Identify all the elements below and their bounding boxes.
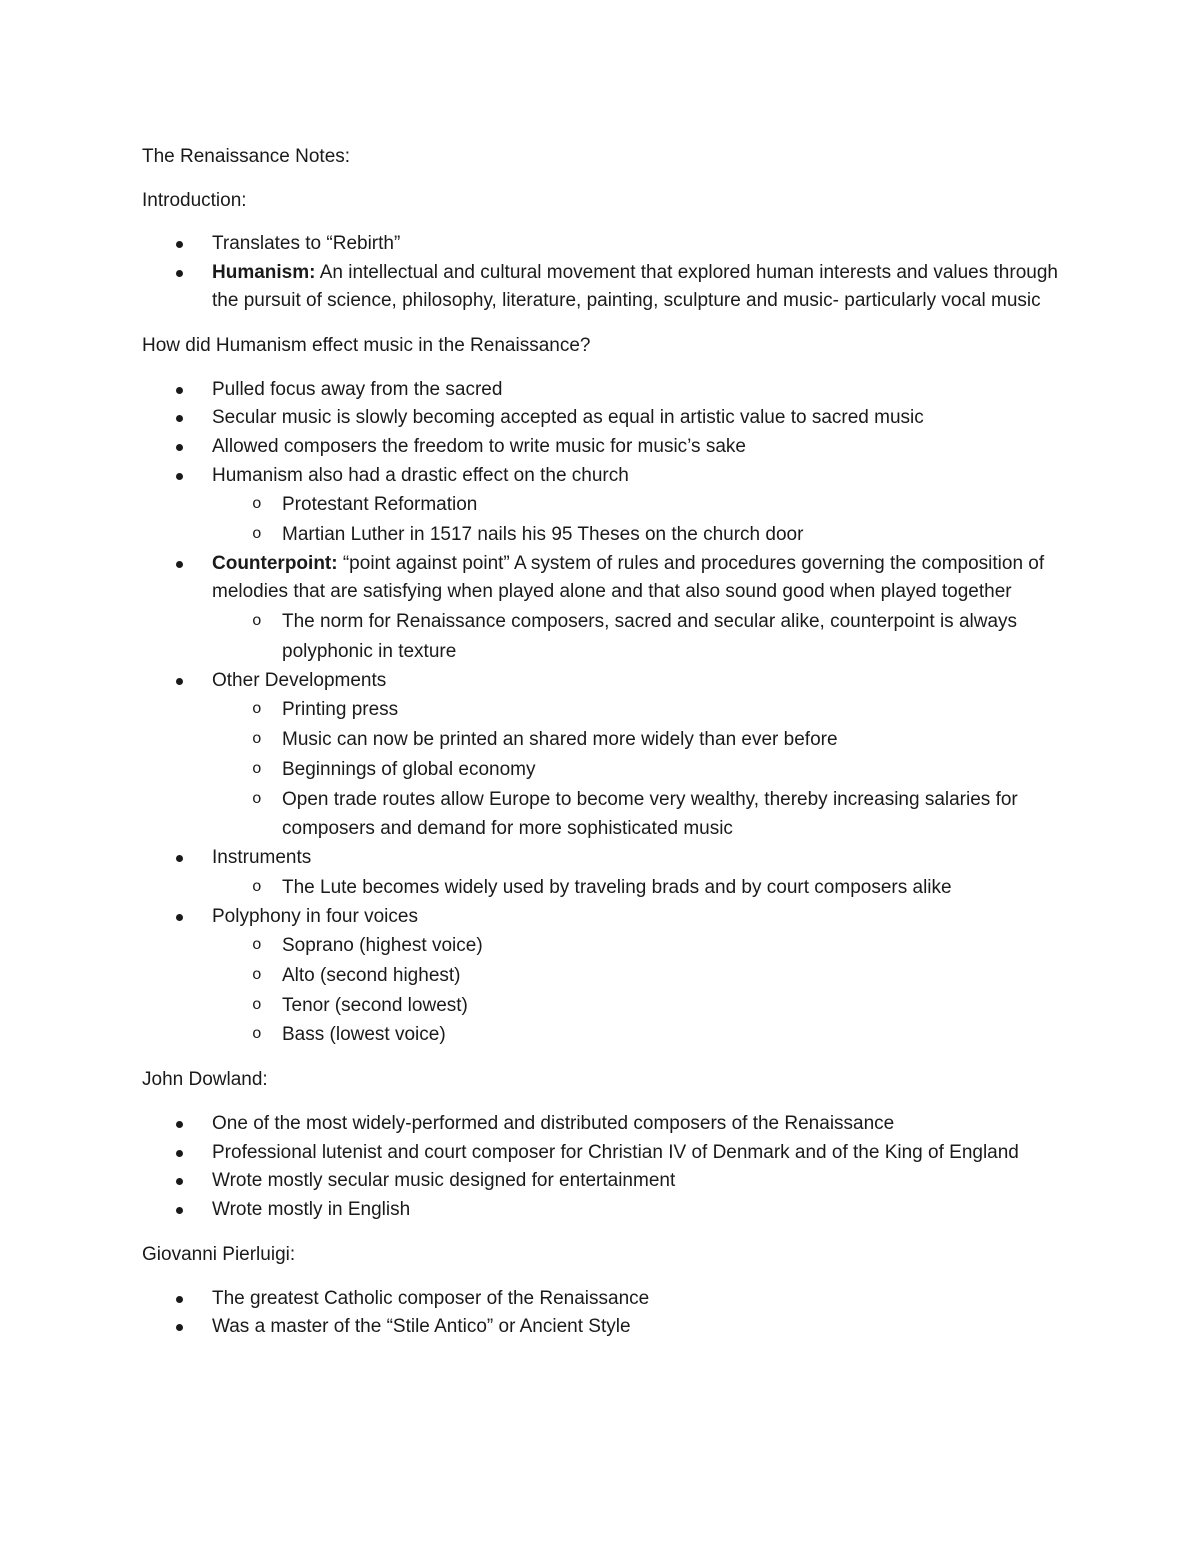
sub-bullet-icon: o xyxy=(252,1025,262,1044)
bullet-icon xyxy=(176,1178,183,1185)
list-item-text: Humanism also had a drastic effect on the church xyxy=(212,464,629,486)
list-item xyxy=(142,230,1072,259)
sub-list-item-text: Soprano (highest voice) xyxy=(282,935,483,957)
bullet-icon xyxy=(176,561,183,568)
list-item-text: The greatest Catholic composer of the Renaissance xyxy=(212,1287,650,1309)
sub-list-item xyxy=(212,873,1072,903)
list-item-text: “point against point” A system of rules and procedures governing the composition of melodies that are satisfying when played alone and that also sound good when played together xyxy=(212,552,1045,603)
list-item xyxy=(142,844,1072,902)
list-item-text: Allowed composers the freedom to write music for music’s sake xyxy=(212,435,746,457)
list-item-text: Secular music is slowly becoming accepted as equal in artistic value to sacred music xyxy=(212,407,924,429)
humanism-effect-list xyxy=(142,376,1072,1051)
document-title: The Renaissance Notes: xyxy=(142,146,351,167)
sub-bullet-icon: o xyxy=(252,524,262,543)
sub-list-item-text: Printing press xyxy=(282,699,399,721)
bullet-icon xyxy=(176,387,183,394)
bullet-icon xyxy=(176,914,183,921)
list-item xyxy=(142,1313,1072,1342)
section-heading-introduction: Introduction: xyxy=(142,190,247,211)
sub-list-item-text: Beginnings of global economy xyxy=(282,758,536,780)
list-item xyxy=(142,550,1072,667)
sub-list xyxy=(212,873,1072,903)
section-heading-giovanni-pierluigi: Giovanni Pierluigi: xyxy=(142,1243,296,1265)
list-item-text: Professional lutenist and court composer for Christian IV of Denmark and of the King of England xyxy=(212,1141,1019,1163)
sub-list-item-text: The norm for Renaissance composers, sacred and secular alike, counterpoint is always polyphonic in texture xyxy=(282,610,1018,662)
bullet-icon xyxy=(176,1121,183,1128)
bullet-icon xyxy=(176,1150,183,1157)
list-item-text: Polyphony in four voices xyxy=(212,905,418,927)
list-item xyxy=(142,462,1072,550)
list-item xyxy=(142,1110,1072,1139)
sub-list-item-text: Martian Luther in 1517 nails his 95 Theses on the church door xyxy=(282,523,804,545)
sub-list-item xyxy=(212,931,1072,961)
sub-list-item-text: Alto (second highest) xyxy=(282,964,461,986)
sub-list xyxy=(212,490,1072,550)
sub-bullet-icon: o xyxy=(252,700,262,719)
list-item xyxy=(142,1167,1072,1196)
list-item-text: Wrote mostly secular music designed for entertainment xyxy=(212,1170,676,1192)
term-label: Humanism: xyxy=(212,261,316,283)
sub-list-item xyxy=(212,490,1072,520)
list-item-text: Instruments xyxy=(212,847,312,869)
section-heading-humanism-effect: How did Humanism effect music in the Renaissance? xyxy=(142,334,591,356)
document-page xyxy=(142,143,1072,1342)
sub-list-item-text: Protestant Reformation xyxy=(282,494,478,516)
list-item-text: One of the most widely-performed and distributed composers of the Renaissance xyxy=(212,1113,895,1135)
sub-bullet-icon: o xyxy=(252,965,262,984)
list-item xyxy=(142,404,1072,433)
list-item-text: An intellectual and cultural movement that explored human interests and values through the pursuit of science, philosophy, literature, painting, sculpture and music- particularly vocal music xyxy=(212,261,1058,312)
sub-bullet-icon: o xyxy=(252,611,262,630)
sub-bullet-icon: o xyxy=(252,877,262,896)
list-item-text: Pulled focus away from the sacred xyxy=(212,378,503,400)
bullet-icon xyxy=(176,1324,183,1331)
sub-list-item xyxy=(212,725,1072,755)
sub-list-item-text: Music can now be printed an shared more widely than ever before xyxy=(282,728,838,750)
sub-list xyxy=(212,607,1072,667)
list-item xyxy=(142,259,1072,316)
bullet-icon xyxy=(176,678,183,685)
sub-list-item-text: Open trade routes allow Europe to become very wealthy, thereby increasing salaries for composers and demand for more sophisticated music xyxy=(282,788,1018,840)
list-item xyxy=(142,903,1072,1051)
introduction-list xyxy=(142,230,1072,316)
sub-list-item xyxy=(212,607,1072,667)
bullet-icon xyxy=(176,1296,183,1303)
list-item-text: Translates to “Rebirth” xyxy=(212,233,401,254)
sub-list xyxy=(212,931,1072,1050)
bullet-icon xyxy=(176,473,183,480)
list-item xyxy=(142,376,1072,405)
sub-bullet-icon: o xyxy=(252,995,262,1014)
sub-list-item xyxy=(212,785,1072,845)
sub-bullet-icon: o xyxy=(252,495,262,514)
list-item-text: Wrote mostly in English xyxy=(212,1199,411,1221)
bullet-icon xyxy=(176,855,183,862)
sub-bullet-icon: o xyxy=(252,789,262,808)
sub-list-item-text: The Lute becomes widely used by traveling brads and by court composers alike xyxy=(282,876,952,898)
list-item xyxy=(142,1139,1072,1168)
bullet-icon xyxy=(176,444,183,451)
sub-list-item xyxy=(212,520,1072,550)
list-item xyxy=(142,433,1072,462)
sub-list-item-text: Bass (lowest voice) xyxy=(282,1024,446,1046)
list-item-text: Was a master of the “Stile Antico” or Ancient Style xyxy=(212,1316,631,1338)
section-heading-john-dowland: John Dowland: xyxy=(142,1069,268,1091)
sub-list-item xyxy=(212,695,1072,725)
sub-list-item xyxy=(212,1020,1072,1050)
sub-list-item xyxy=(212,991,1072,1021)
sub-bullet-icon: o xyxy=(252,936,262,955)
sub-list-item xyxy=(212,961,1072,991)
term-label: Counterpoint: xyxy=(212,552,338,574)
sub-list-item-text: Tenor (second lowest) xyxy=(282,994,468,1016)
bullet-icon xyxy=(176,241,183,248)
bullet-icon xyxy=(176,270,183,277)
sub-list xyxy=(212,695,1072,844)
giovanni-pierluigi-list xyxy=(142,1285,1072,1342)
list-item xyxy=(142,667,1072,845)
bullet-icon xyxy=(176,1207,183,1214)
sub-bullet-icon: o xyxy=(252,759,262,778)
list-item xyxy=(142,1285,1072,1314)
sub-bullet-icon: o xyxy=(252,729,262,748)
bullet-icon xyxy=(176,415,183,422)
sub-list-item xyxy=(212,755,1072,785)
john-dowland-list xyxy=(142,1110,1072,1224)
list-item-text: Other Developments xyxy=(212,669,387,691)
list-item xyxy=(142,1196,1072,1225)
